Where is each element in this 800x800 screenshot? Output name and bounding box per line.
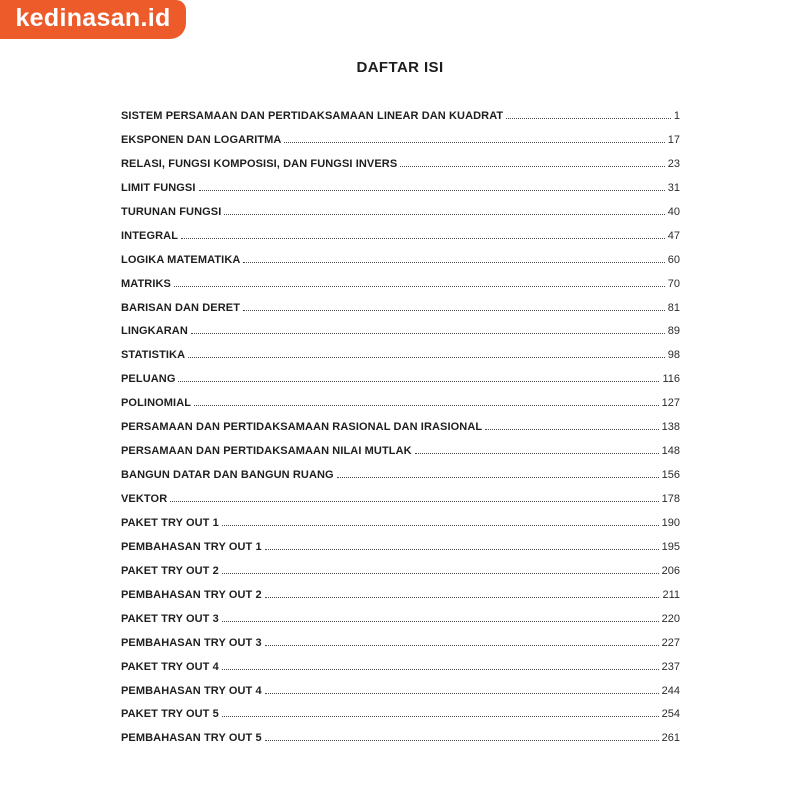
toc-entry-page-number: 195: [661, 540, 680, 553]
toc-entry: [121, 158, 680, 182]
dot-leader: [181, 238, 665, 239]
dot-leader: [222, 669, 659, 670]
toc-entry-label: TURUNAN FUNGSI: [121, 205, 222, 218]
toc-entry-label: PERSAMAAN DAN PERTIDAKSAMAAN RASIONAL DAN IRASIONAL: [121, 421, 483, 434]
toc-entry: [121, 278, 680, 302]
toc-entry: [121, 373, 680, 397]
toc-entry: [121, 589, 680, 613]
toc-entry-label: INTEGRAL: [121, 229, 179, 242]
dot-leader: [222, 716, 659, 717]
toc-entry-label: STATISTIKA: [121, 349, 186, 362]
toc-entry: [121, 397, 680, 421]
toc-entry: [121, 565, 680, 589]
toc-entry-label: PAKET TRY OUT 4: [121, 660, 219, 673]
toc-entry-page-number: 148: [661, 445, 680, 458]
dot-leader: [194, 405, 659, 406]
toc-entry-label: RELASI, FUNGSI KOMPOSISI, DAN FUNGSI INVERS: [121, 157, 398, 170]
dot-leader: [243, 310, 665, 311]
dot-leader: [400, 166, 664, 167]
dot-leader: [506, 118, 671, 119]
toc-entry-label: SISTEM PERSAMAAN DAN PERTIDAKSAMAAN LINEAR DAN KUADRAT: [121, 110, 504, 122]
toc-entry-label: PEMBAHASAN TRY OUT 1: [121, 540, 262, 553]
toc-entry-page-number: 190: [661, 516, 680, 529]
toc-entry: [121, 613, 680, 637]
dot-leader: [265, 597, 660, 598]
dot-leader: [222, 573, 659, 574]
toc-entry: [121, 517, 680, 541]
toc-entry: [121, 685, 680, 709]
toc-entry: [121, 110, 680, 134]
toc-entry-page-number: 254: [661, 708, 680, 721]
kedinasan-logo-badge: [0, 0, 186, 39]
toc-entry-page-number: 211: [662, 588, 680, 601]
toc-entry: [121, 445, 680, 469]
dot-leader: [178, 381, 659, 382]
dot-leader: [337, 477, 659, 478]
toc-entry: [121, 421, 680, 445]
toc-entry-label: LINGKARAN: [121, 325, 188, 338]
toc-entry-page-number: 1: [673, 110, 680, 122]
toc-entry-page-number: 40: [667, 205, 680, 218]
toc-entry-label: EKSPONEN DAN LOGARITMA: [121, 133, 282, 146]
toc-entry-page-number: 89: [667, 325, 680, 338]
toc-entry-page-number: 237: [661, 660, 680, 673]
toc-entry-label: PELUANG: [121, 373, 176, 386]
dot-leader: [222, 621, 659, 622]
toc-entry-label: PAKET TRY OUT 1: [121, 516, 219, 529]
toc-entry-label: VEKTOR: [121, 493, 168, 505]
kedinasan-logo-text: kedinasan.id: [15, 4, 171, 32]
toc-entry-page-number: 138: [661, 421, 680, 434]
toc-entry-label: BANGUN DATAR DAN BANGUN RUANG: [121, 469, 334, 482]
dot-leader: [222, 525, 659, 526]
toc-entry: [121, 493, 680, 517]
toc-entry-label: PEMBAHASAN TRY OUT 2: [121, 588, 262, 601]
toc-entry-label: PEMBAHASAN TRY OUT 5: [121, 732, 262, 745]
dot-leader: [170, 501, 658, 502]
toc-entry-page-number: 220: [661, 612, 680, 625]
toc-entry-label: POLINOMIAL: [121, 397, 192, 410]
toc-entry-label: PAKET TRY OUT 5: [121, 708, 219, 721]
toc-entry-page-number: 156: [661, 469, 680, 482]
dot-leader: [224, 214, 664, 215]
toc-entry-page-number: 227: [661, 636, 680, 649]
page-title: DAFTAR ISI: [356, 59, 444, 76]
toc-entry-page-number: 31: [667, 181, 680, 194]
table-of-contents: [121, 110, 680, 756]
toc-entry: [121, 661, 680, 685]
toc-entry: [121, 254, 680, 278]
toc-entry-page-number: 81: [667, 301, 680, 314]
dot-leader: [191, 333, 665, 334]
toc-entry: [121, 325, 680, 349]
toc-entry: [121, 541, 680, 565]
toc-entry-page-number: 261: [661, 732, 680, 745]
toc-entry-label: PERSAMAAN DAN PERTIDAKSAMAAN NILAI MUTLAK: [121, 445, 412, 458]
dot-leader: [199, 190, 665, 191]
toc-entry-page-number: 98: [667, 349, 680, 362]
toc-entry-page-number: 17: [667, 133, 680, 146]
toc-entry-page-number: 70: [667, 277, 680, 290]
toc-entry-page-number: 206: [661, 564, 680, 577]
dot-leader: [188, 357, 665, 358]
toc-entry-page-number: 178: [661, 493, 680, 505]
toc-entry-label: PEMBAHASAN TRY OUT 4: [121, 684, 262, 697]
toc-entry-page-number: 116: [662, 373, 680, 386]
toc-entry-label: PAKET TRY OUT 3: [121, 612, 219, 625]
toc-entry: [121, 637, 680, 661]
toc-entry: [121, 302, 680, 326]
toc-entry: [121, 708, 680, 732]
dot-leader: [265, 645, 659, 646]
toc-entry-page-number: 47: [667, 229, 680, 242]
dot-leader: [485, 429, 658, 430]
toc-entry: [121, 469, 680, 493]
toc-entry-label: LIMIT FUNGSI: [121, 181, 196, 194]
dot-leader: [265, 740, 659, 741]
toc-entry: [121, 732, 680, 756]
toc-entry: [121, 349, 680, 373]
toc-entry: [121, 134, 680, 158]
toc-entry: [121, 230, 680, 254]
toc-entry-page-number: 244: [661, 684, 680, 697]
toc-entry-page-number: 127: [661, 397, 680, 410]
toc-entry-page-number: 23: [667, 157, 680, 170]
dot-leader: [415, 453, 659, 454]
dot-leader: [243, 262, 664, 263]
toc-entry: [121, 206, 680, 230]
toc-entry-label: PAKET TRY OUT 2: [121, 564, 219, 577]
toc-entry-label: LOGIKA MATEMATIKA: [121, 253, 241, 266]
dot-leader: [265, 549, 659, 550]
dot-leader: [174, 286, 665, 287]
toc-entry-label: MATRIKS: [121, 277, 171, 290]
dot-leader: [284, 142, 664, 143]
toc-entry-page-number: 60: [667, 253, 680, 266]
dot-leader: [265, 693, 659, 694]
toc-entry: [121, 182, 680, 206]
toc-entry-label: PEMBAHASAN TRY OUT 3: [121, 636, 262, 649]
toc-entry-label: BARISAN DAN DERET: [121, 301, 241, 314]
